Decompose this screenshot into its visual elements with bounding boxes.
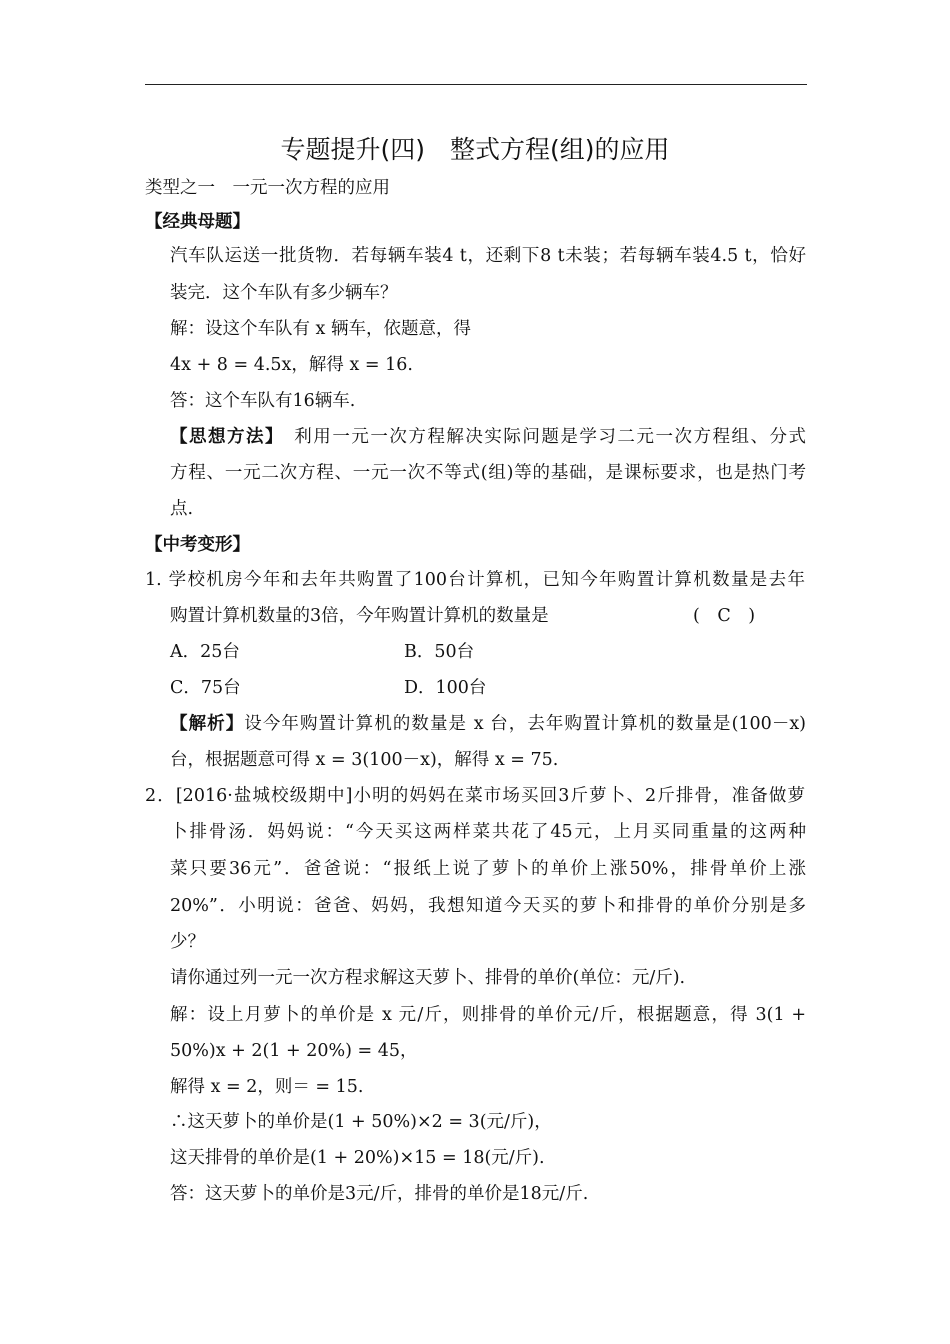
classic-heading: 【经典母题】	[145, 212, 250, 232]
q2-solution-line-1: 解：设上月萝卜的单价是 x 元/斤，则排骨的单价元/斤，根据题意，得 3(1 +	[170, 1005, 806, 1025]
q2-line-1: 2．[2016·盐城校级期中]小明的妈妈在菜市场买回3斤萝卜、2斤排骨，准备做萝	[145, 786, 805, 806]
header-rule	[145, 84, 807, 85]
section-heading: 类型之一 一元一次方程的应用	[145, 178, 390, 198]
q2-line-6: 请你通过列一元一次方程求解这天萝卜、排骨的单价(单位：元/斤).	[170, 968, 686, 988]
q1-analysis-line-2: 台，根据题意可得 x = 3(100－x)，解得 x = 75.	[170, 750, 559, 770]
q2-line-5: 少？	[170, 932, 205, 952]
q2-solution-line-6: 答：这天萝卜的单价是3元/斤，排骨的单价是18元/斤.	[170, 1184, 589, 1204]
q1-option-c: C．75台	[170, 678, 241, 698]
q2-solution-line-4: ∴这天萝卜的单价是(1 + 50%)×2 = 3(元/斤)，	[170, 1112, 552, 1132]
variant-heading: 【中考变形】	[145, 535, 250, 555]
q2-solution-line-2: 50%)x + 2(1 + 20%) = 45，	[170, 1041, 418, 1061]
q1-answer: ( C )	[693, 606, 756, 626]
q2-line-3: 菜只要36元”．爸爸说：“报纸上说了萝卜的单价上涨50%，排骨单价上涨	[170, 859, 806, 879]
q1-line-2: 购置计算机数量的3倍，今年购置计算机的数量是	[170, 606, 549, 626]
q1-line-1: 1. 学校机房今年和去年共购置了100台计算机，已知今年购置计算机数量是去年	[145, 570, 805, 590]
q1-option-a: A．25台	[170, 642, 240, 662]
analysis-label: 【解析】	[170, 714, 245, 734]
method-line-2: 方程、一元二次方程、一元一次不等式(组)等的基础，是课标要求，也是热门考	[170, 463, 806, 483]
method-line-1	[170, 425, 806, 449]
classic-problem-line-1: 汽车队运送一批货物．若每辆车装4 t，还剩下8 t未装；若每辆车装4.5 t，恰好	[170, 246, 806, 266]
q1-option-b: B．50台	[404, 642, 475, 662]
method-line-3: 点.	[170, 499, 194, 519]
q1-option-d: D．100台	[404, 678, 487, 698]
q2-solution-line-3: 解得 x = 2，则＝ = 15.	[170, 1077, 364, 1097]
classic-solution-line-1: 解：设这个车队有 x 辆车，依题意，得	[170, 319, 471, 339]
q2-line-4: 20%”．小明说：爸爸、妈妈，我想知道今天买的萝卜和排骨的单价分别是多	[170, 896, 806, 916]
q2-line-2: 卜排骨汤．妈妈说：“今天买这两样菜共花了45元，上月买同重量的这两种	[170, 822, 806, 842]
q1-analysis-line-1	[170, 712, 806, 736]
classic-solution-line-3: 答：这个车队有16辆车.	[170, 391, 356, 411]
method-label: 【思想方法】	[170, 427, 276, 447]
classic-solution-line-2: 4x + 8 = 4.5x，解得 x = 16.	[170, 355, 413, 375]
method-text-1: 利用一元一次方程解决实际问题是学习二元一次方程组、分式	[275, 427, 806, 447]
page-title: 专题提升(四) 整式方程(组)的应用	[280, 135, 670, 164]
q2-solution-line-5: 这天排骨的单价是(1 + 20%)×15 = 18(元/斤).	[170, 1148, 545, 1168]
analysis-text-1: 设今年购置计算机的数量是 x 台，去年购置计算机的数量是(100－x)	[244, 714, 807, 734]
classic-problem-line-2: 装完．这个车队有多少辆车？	[170, 283, 398, 303]
